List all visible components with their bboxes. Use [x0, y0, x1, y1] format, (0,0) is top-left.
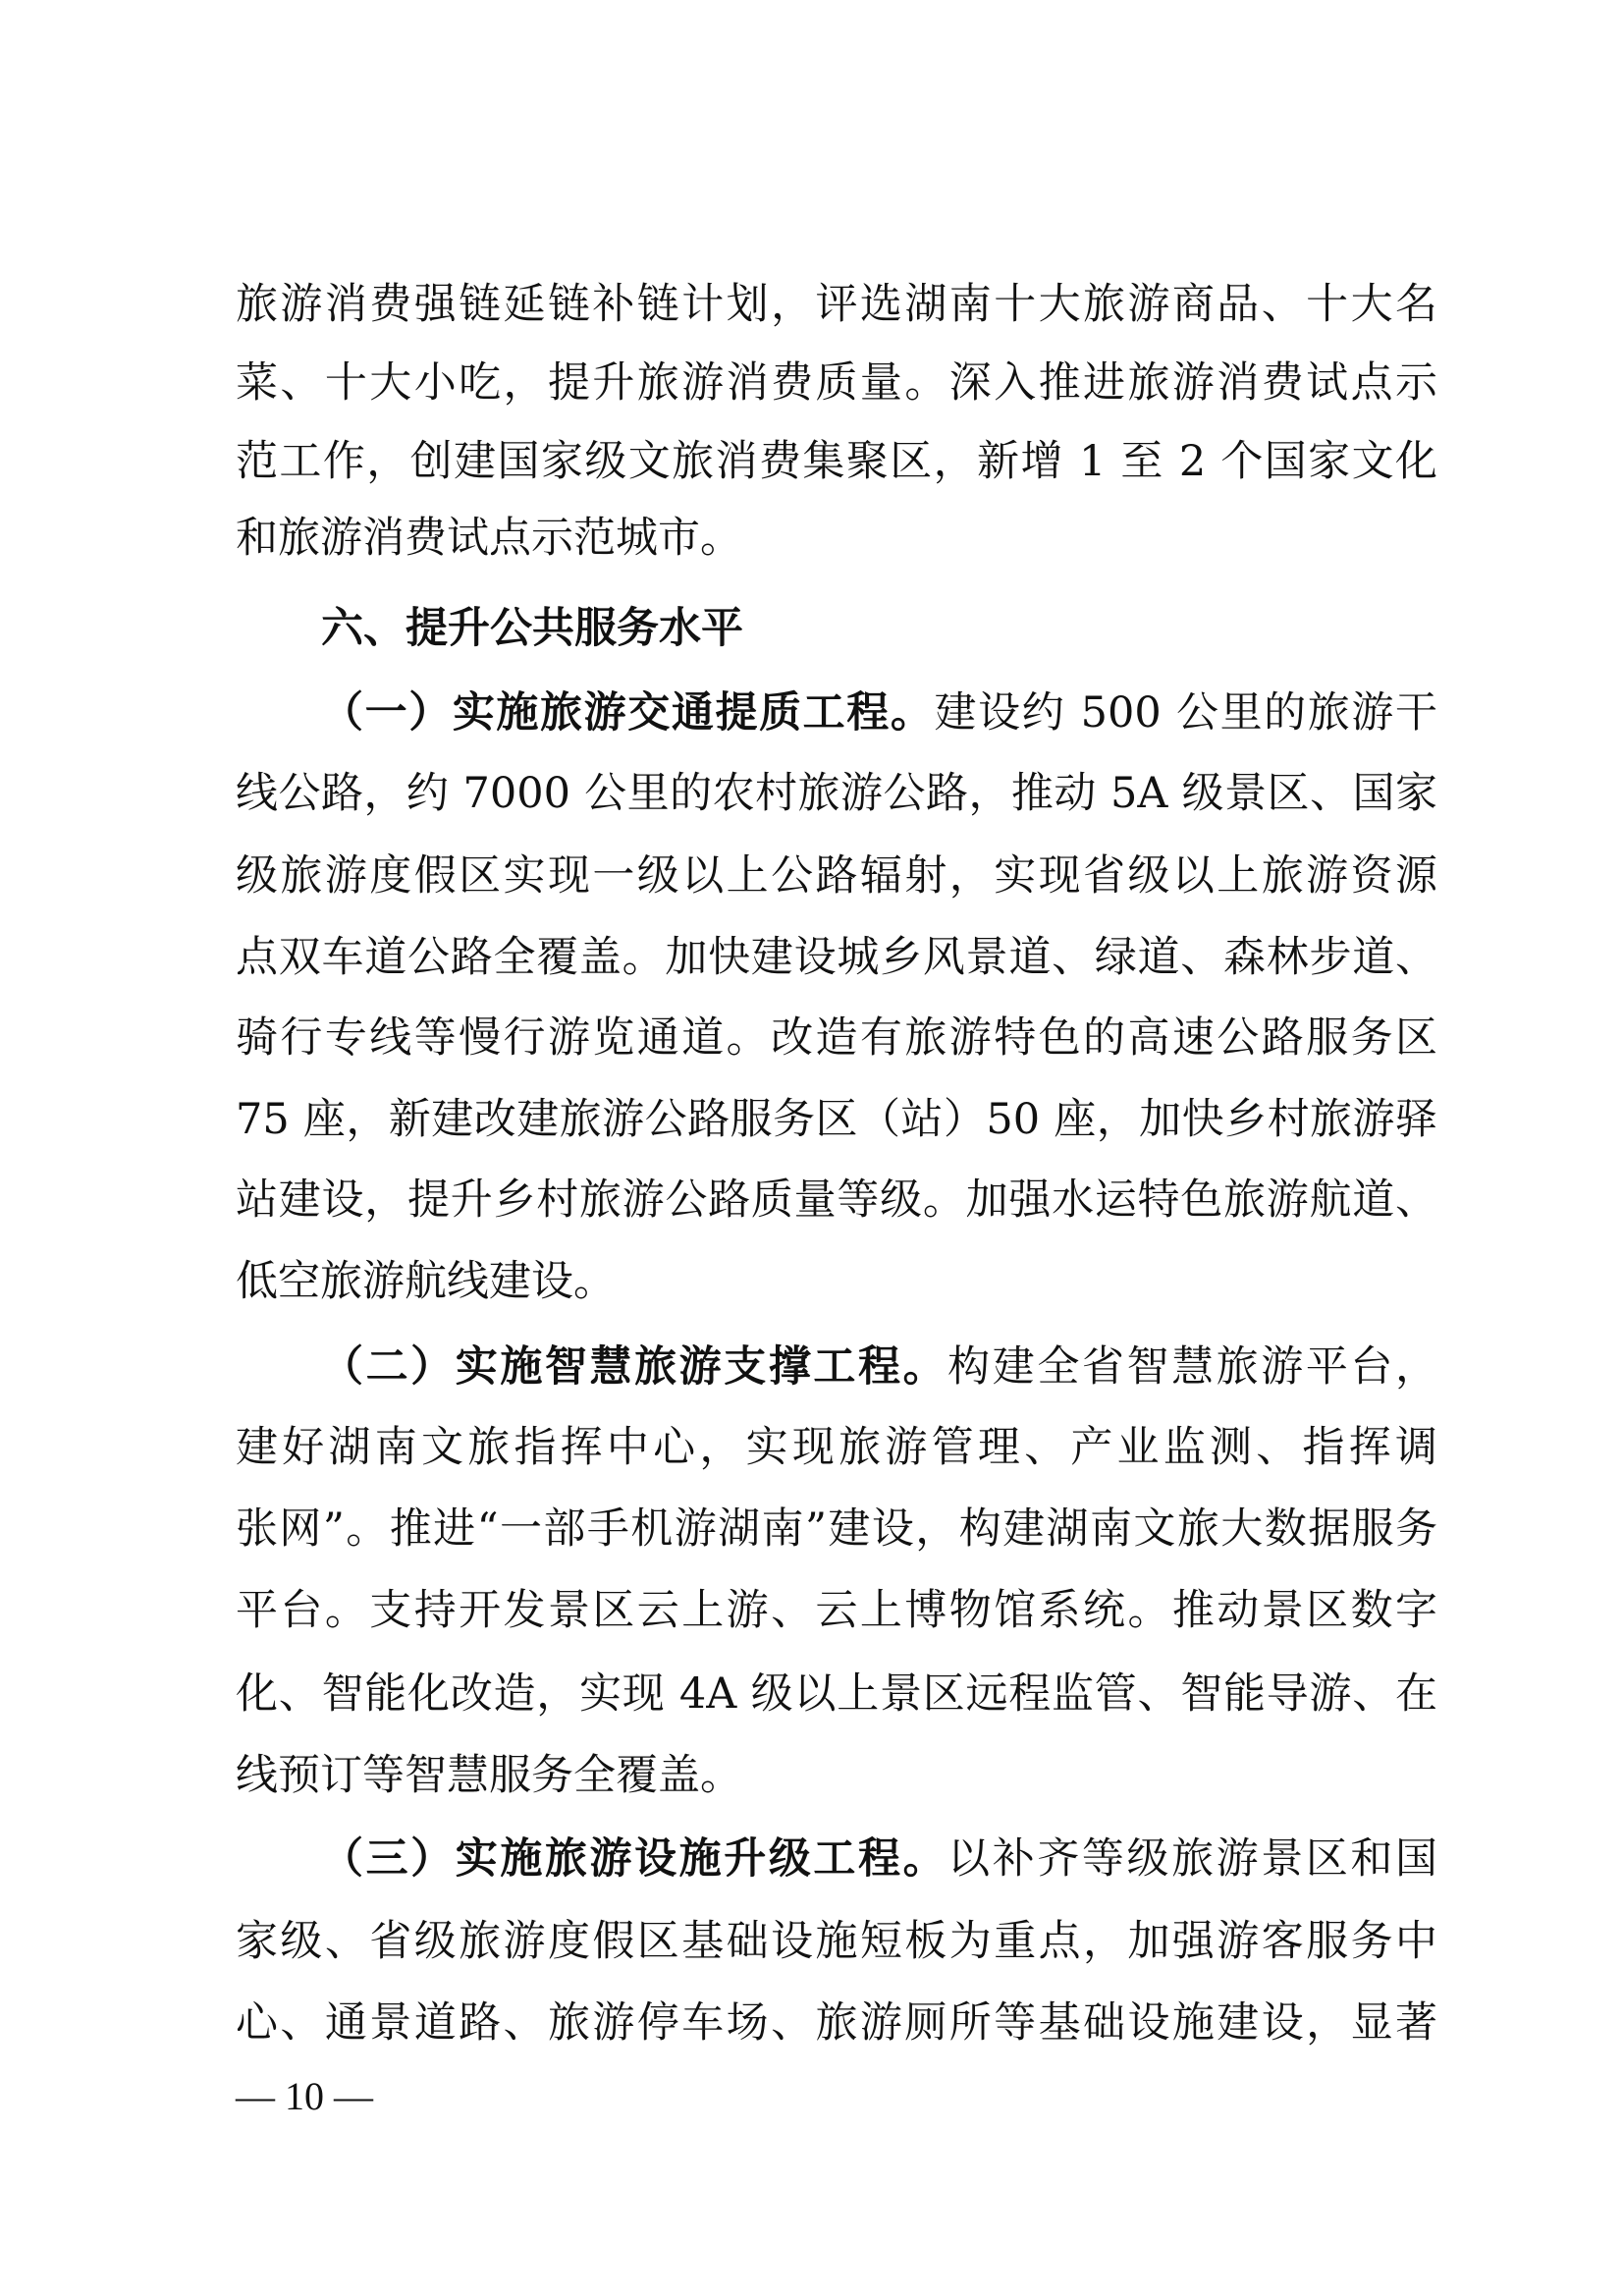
text-line [236, 1256, 1437, 1307]
subsection-title: （一）实施旅游交通提质工程。 [321, 688, 935, 738]
subsection-title: （三）实施旅游设施升级工程。 [321, 1834, 948, 1884]
line-text: 化、智能化改造，实现 4A 级以上景区远程监管、智能导游、在 [236, 1669, 1437, 1719]
text-line [236, 1916, 1437, 1967]
subsection-title: （二）实施智慧旅游支撑工程。 [321, 1342, 948, 1392]
text-line [321, 1341, 1437, 1393]
text-line [236, 932, 1437, 983]
line-text: 平台。支持开发景区云上游、云上博物馆系统。推动景区数字 [236, 1586, 1437, 1635]
section-heading [321, 603, 1437, 654]
text-line [236, 1585, 1437, 1636]
text-line [236, 768, 1437, 819]
line-text: 站建设，提升乡村旅游公路质量等级。加强水运特色旅游航道、 [236, 1175, 1437, 1225]
line-text: 家级、省级旅游度假区基础设施短板为重点，加强游客服务中 [236, 1917, 1437, 1966]
text-line [236, 436, 1437, 487]
line-text: 范工作，创建国家级文旅消费集聚区，新增 1 至 2 个国家文化 [236, 437, 1437, 486]
page-number: — 10 — [236, 2074, 373, 2118]
line-text: 建好湖南文旅指挥中心，实现旅游管理、产业监测、指挥调 [236, 1423, 1437, 1472]
line-text: 点双车道公路全覆盖。加快建设城乡风景道、绿道、森林步道、 [236, 933, 1437, 982]
line-text: 和旅游消费试点示范城市。 [236, 514, 742, 563]
line-text: 低空旅游航线建设。 [236, 1257, 616, 1306]
text-line [236, 1750, 1437, 1801]
text-line [236, 513, 1437, 564]
line-text: 旅游消费强链延链补链计划，评选湖南十大旅游商品、十大名 [236, 280, 1437, 329]
text-line [236, 1175, 1437, 1226]
text-line [236, 1503, 1437, 1555]
line-text: 以补齐等级旅游景区和国 [947, 1834, 1437, 1884]
text-line [236, 1012, 1437, 1064]
text-line [321, 687, 1437, 738]
text-line [236, 1997, 1437, 2049]
text-line [236, 850, 1437, 902]
text-line [236, 279, 1437, 330]
line-text: 75 座，新建改建旅游公路服务区（站）50 座，加快乡村旅游驿 [236, 1095, 1437, 1144]
text-line [236, 1422, 1437, 1473]
line-text: 心、通景道路、旅游停车场、旅游厕所等基础设施建设，显著 [236, 1998, 1437, 2048]
line-text: 张网”。推进“一部手机游湖南”建设，构建湖南文旅大数据服务 [236, 1504, 1437, 1554]
line-text: 骑行专线等慢行游览通道。改造有旅游特色的高速公路服务区 [236, 1013, 1437, 1063]
text-line [236, 1668, 1437, 1720]
text-line [236, 1094, 1437, 1145]
text-line [236, 357, 1437, 409]
line-text: 菜、十大小吃，提升旅游消费质量。深入推进旅游消费试点示 [236, 358, 1437, 408]
line-text: 六、提升公共服务水平 [321, 604, 743, 653]
text-line [321, 1833, 1437, 1885]
line-text: 级旅游度假区实现一级以上公路辐射，实现省级以上旅游资源 [236, 851, 1437, 901]
line-text: 线预订等智慧服务全覆盖。 [236, 1751, 742, 1800]
line-text: 线公路，约 7000 公里的农村旅游公路，推动 5A 级景区、国家 [236, 769, 1437, 818]
line-text: 构建全省智慧旅游平台， [947, 1342, 1437, 1392]
line-text: 建设约 500 公里的旅游干 [934, 688, 1437, 738]
